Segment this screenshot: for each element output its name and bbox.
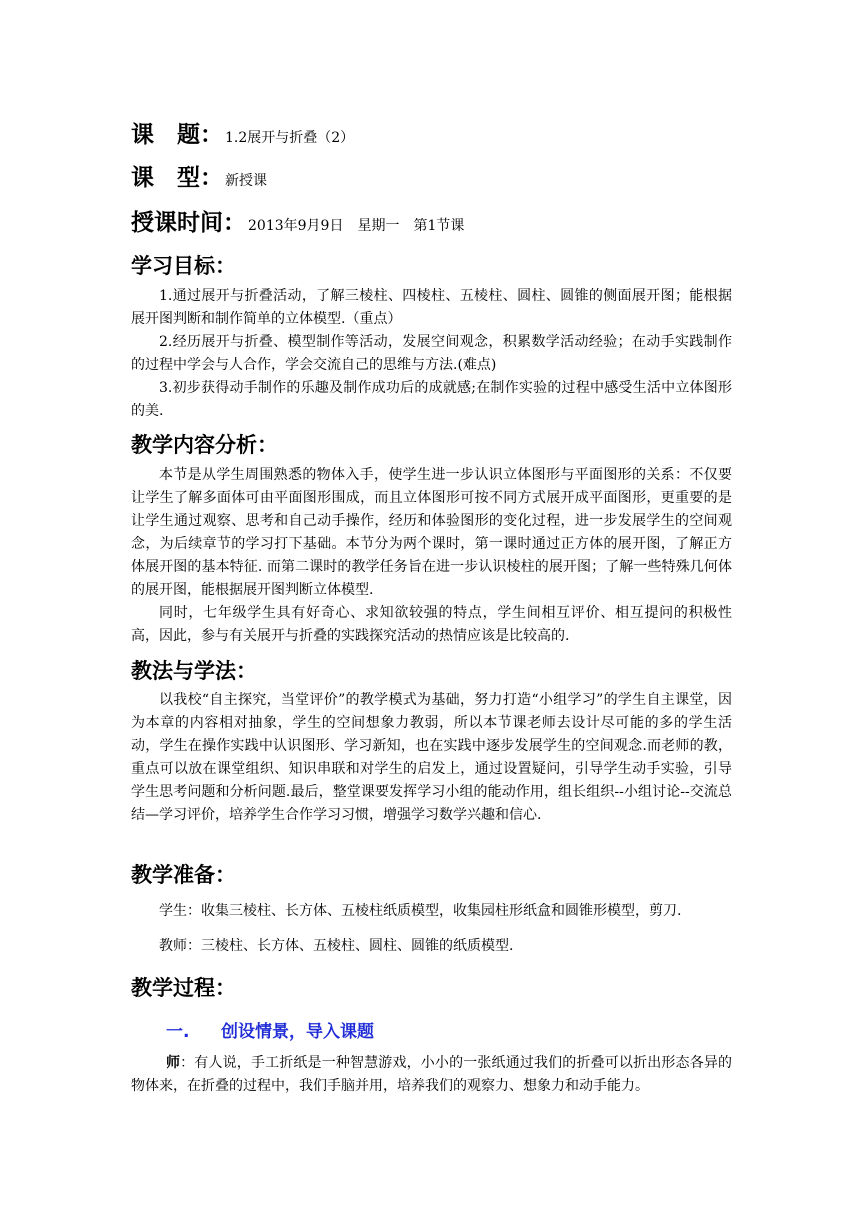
topic-label: 课 题： xyxy=(131,122,223,148)
process-heading: 教学过程： xyxy=(131,976,236,1000)
topic-row xyxy=(131,116,354,149)
methods-paragraph: 以我校“自主探究，当堂评价”的教学模式为基础，努力打造“小组学习”的学生自主课堂，因为本章的内容相对抽象，学生的空间想象力教弱，所以本节课老师去设计尽可能的多的学生活动，学生在操作实践中认识图形、学习新知，也在实践中逐步发展学生的空间观念.而老师的教，重点可以放在课堂组织、知识串联和对学生的启发上，通过设置疑问，引导学生动手实验，引导学生思考问题和分析问题.最后，整堂课要发挥学习小组的能动作用，组长组织--小组讨论--交流总结—学习评价，培养学生合作学习习惯，增强学习数学兴趣和信心. xyxy=(131,692,732,823)
topic-value: 1.2展开与折叠（2） xyxy=(225,130,355,146)
objective-item-1: 1.通过展开与折叠活动，了解三棱柱、四棱柱、五棱柱、圆柱、圆锥的侧面展开图；能根据展开图判断和制作简单的立体模型.（重点） xyxy=(131,288,732,327)
methods-heading: 教法与学法： xyxy=(131,659,257,683)
preparation-heading: 教学准备： xyxy=(131,863,236,887)
objectives-heading: 学习目标： xyxy=(131,254,236,278)
time-value: 2013年9月9日 星期一 第1节课 xyxy=(248,218,465,234)
analysis-paragraph-1: 本节是从学生周围熟悉的物体入手，使学生进一步认识立体图形与平面图形的关系：不仅要让学生了解多面体可由平面图形围成，而且立体图形可按不同方式展开成平面图形，更重要的是让学生通过观察、思考和自己动手操作，经历和体验图形的变化过程，进一步发展学生的空间观念，为后续章节的学习打下基础。本节分为两个课时，第一课时通过正方体的展开图，了解正方体展开图的基本特征. 而第二课时的教学任务旨在进一步认识棱柱的展开图；了解一些特殊几何体的展开图，能根据展开图判断立体模型. xyxy=(131,467,732,598)
analysis-paragraph-2: 同时，七年级学生具有好奇心、求知欲较强的特点，学生间相互评价、相互提问的积极性高，因此，参与有关展开与折叠的实践探究活动的热情应该是比较高的. xyxy=(131,605,732,644)
objective-item-3: 3.初步获得动手制作的乐趣及制作成功后的成就感;在制作实验的过程中感受生活中立体图形的美. xyxy=(131,380,732,419)
step-heading xyxy=(166,1017,374,1042)
type-value: 新授课 xyxy=(225,173,267,189)
time-label: 授课时间： xyxy=(131,210,246,236)
time-row xyxy=(131,204,464,237)
step-number: 一. xyxy=(166,1022,190,1042)
process-speech xyxy=(131,1052,732,1098)
preparation-teacher: 教师：三棱柱、长方体、五棱柱、圆柱、圆锥的纸质模型. xyxy=(159,938,514,954)
type-row xyxy=(131,159,267,192)
objective-item-2: 2.经历展开与折叠、模型制作等活动，发展空间观念，积累数学活动经验；在动手实践制作的过程中学会与人合作，学会交流自己的思维与方法.(难点) xyxy=(131,334,732,373)
type-label: 课 型： xyxy=(131,165,223,191)
analysis-heading: 教学内容分析： xyxy=(131,433,278,457)
step-title: 创设情景，导入课题 xyxy=(221,1022,374,1042)
preparation-student: 学生：收集三棱柱、长方体、五棱柱纸质模型，收集园柱形纸盒和圆锥形模型，剪刀. xyxy=(159,903,682,919)
speaker-label: 师 xyxy=(166,1055,181,1071)
speech-text: ：有人说，手工折纸是一种智慧游戏，小小的一张纸通过我们的折叠可以折出形态各异的物体来，在折叠的过程中，我们手脑并用，培养我们的观察力、想象力和动手能力。 xyxy=(131,1055,732,1094)
